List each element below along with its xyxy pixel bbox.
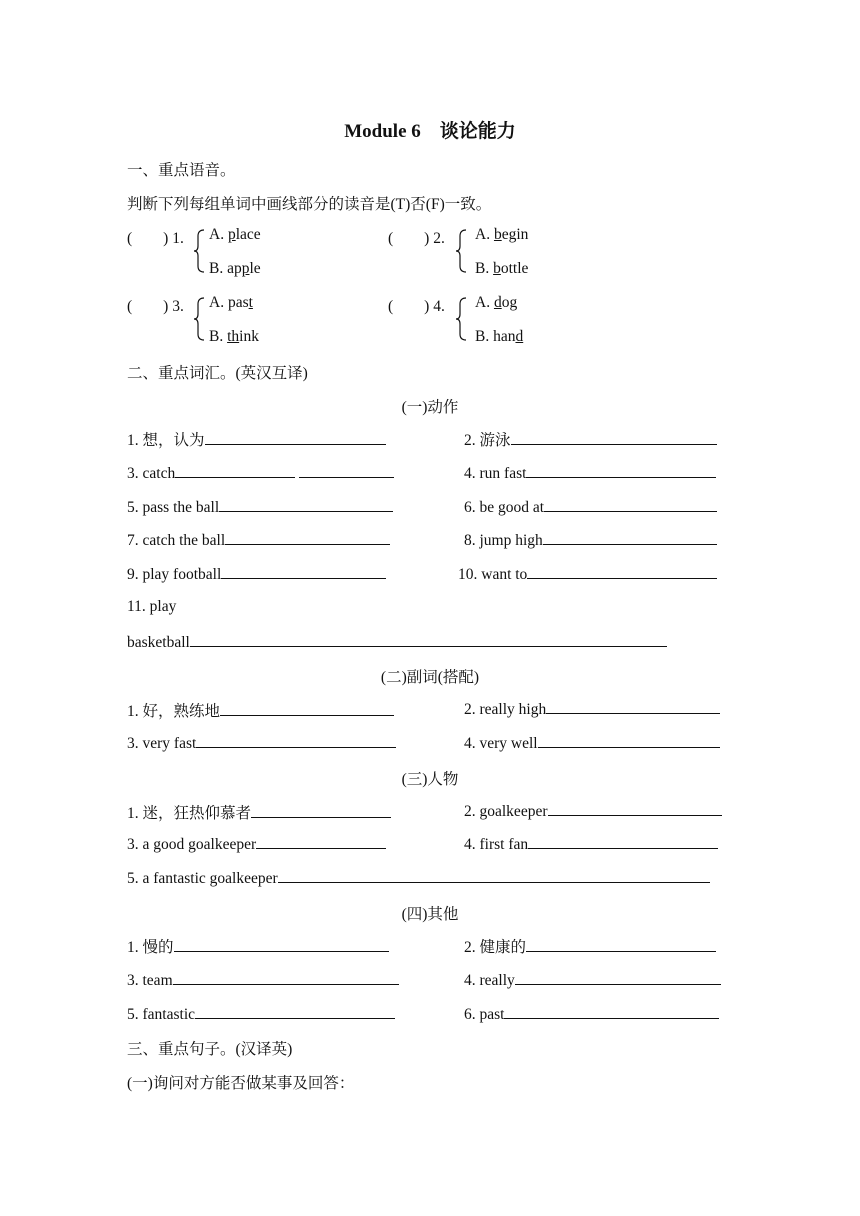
- answer-blank[interactable]: [538, 733, 720, 748]
- answer-blank[interactable]: [256, 834, 386, 849]
- brace-icon: [192, 228, 206, 274]
- vocab-item: 5. a fantastic goalkeeper: [127, 868, 710, 888]
- vocab-item: 6. be good at: [464, 497, 717, 517]
- section1-heading: 一、重点语音。: [127, 162, 236, 179]
- answer-blank[interactable]: [196, 733, 396, 748]
- vocab-item: 3. catch: [127, 463, 394, 483]
- vocab-item: 10. want to: [458, 564, 717, 584]
- vocab-item: 9. play football: [127, 564, 386, 584]
- group-title-actions: (一)动作: [401, 399, 459, 416]
- answer-blank[interactable]: [543, 530, 717, 545]
- vocab-item: 1. 想，认为: [127, 428, 386, 450]
- vocab-item: 3. very fast: [127, 733, 396, 753]
- vocab-item: 6. past: [464, 1004, 719, 1024]
- answer-paren-3[interactable]: ( ) 3.: [127, 298, 184, 315]
- vocab-item: 11. play: [127, 598, 177, 615]
- vocab-item: 1. 慢的: [127, 935, 389, 957]
- vocab-item: 4. run fast: [464, 463, 716, 483]
- answer-blank[interactable]: [173, 970, 399, 985]
- vocab-item: 2. goalkeeper: [464, 801, 722, 821]
- answer-paren-2[interactable]: ( ) 2.: [388, 230, 445, 247]
- answer-blank[interactable]: [278, 868, 710, 883]
- answer-blank[interactable]: [526, 463, 716, 478]
- option-2b: B. bottle: [475, 260, 529, 277]
- answer-blank[interactable]: [299, 463, 394, 478]
- answer-blank[interactable]: [221, 564, 386, 579]
- answer-blank[interactable]: [195, 1004, 395, 1019]
- answer-blank[interactable]: [225, 530, 390, 545]
- group-title-others: (四)其他: [401, 906, 459, 923]
- answer-blank[interactable]: [251, 803, 391, 818]
- vocab-item: basketball: [127, 632, 667, 652]
- answer-blank[interactable]: [544, 497, 717, 512]
- brace-icon: [454, 228, 468, 274]
- vocab-item: 4. very well: [464, 733, 720, 753]
- group-title-adverbs: (二)副词(搭配): [380, 669, 480, 686]
- section1-instruction: 判断下列每组单词中画线部分的读音是(T)否(F)一致。: [127, 196, 492, 213]
- option-4a: A. dog: [475, 294, 518, 311]
- vocab-item: 4. first fan: [464, 834, 718, 854]
- vocab-item: 3. a good goalkeeper: [127, 834, 386, 854]
- vocab-item: 5. fantastic: [127, 1004, 395, 1024]
- group-title-people: (三)人物: [401, 771, 459, 788]
- vocab-item: 2. 游泳: [464, 428, 717, 450]
- vocab-item: 2. really high: [464, 699, 720, 719]
- answer-blank[interactable]: [548, 801, 722, 816]
- option-1a: A. place: [209, 226, 261, 243]
- section3-subheading: (一)询问对方能否做某事及回答：: [127, 1075, 355, 1092]
- vocab-item: 7. catch the ball: [127, 530, 390, 550]
- answer-blank[interactable]: [205, 430, 386, 445]
- answer-blank[interactable]: [219, 497, 393, 512]
- vocab-item: 1. 迷，狂热仰慕者: [127, 801, 391, 823]
- option-3a: A. past: [209, 294, 253, 311]
- answer-blank[interactable]: [220, 701, 394, 716]
- answer-paren-1[interactable]: ( ) 1.: [127, 230, 184, 247]
- option-1b: B. apple: [209, 260, 261, 277]
- answer-blank[interactable]: [527, 564, 717, 579]
- answer-blank[interactable]: [526, 937, 716, 952]
- answer-blank[interactable]: [546, 699, 720, 714]
- answer-blank[interactable]: [504, 1004, 719, 1019]
- brace-icon: [192, 296, 206, 342]
- vocab-item: 2. 健康的: [464, 935, 716, 957]
- answer-blank[interactable]: [175, 463, 295, 478]
- answer-blank[interactable]: [511, 430, 717, 445]
- vocab-item: 4. really: [464, 970, 721, 990]
- answer-paren-4[interactable]: ( ) 4.: [388, 298, 445, 315]
- vocab-item: 8. jump high: [464, 530, 717, 550]
- section2-heading: 二、重点词汇。(英汉互译): [127, 365, 308, 382]
- answer-blank[interactable]: [528, 834, 718, 849]
- vocab-item: 1. 好，熟练地: [127, 699, 394, 721]
- page-title: Module 6 谈论能力: [344, 121, 516, 142]
- vocab-item: 3. team: [127, 970, 399, 990]
- answer-blank[interactable]: [190, 632, 667, 647]
- option-2a: A. begin: [475, 226, 529, 243]
- option-3b: B. think: [209, 328, 259, 345]
- option-4b: B. hand: [475, 328, 524, 345]
- answer-blank[interactable]: [174, 937, 389, 952]
- vocab-item: 5. pass the ball: [127, 497, 393, 517]
- answer-blank[interactable]: [515, 970, 721, 985]
- section3-heading: 三、重点句子。(汉译英): [127, 1041, 293, 1058]
- brace-icon: [454, 296, 468, 342]
